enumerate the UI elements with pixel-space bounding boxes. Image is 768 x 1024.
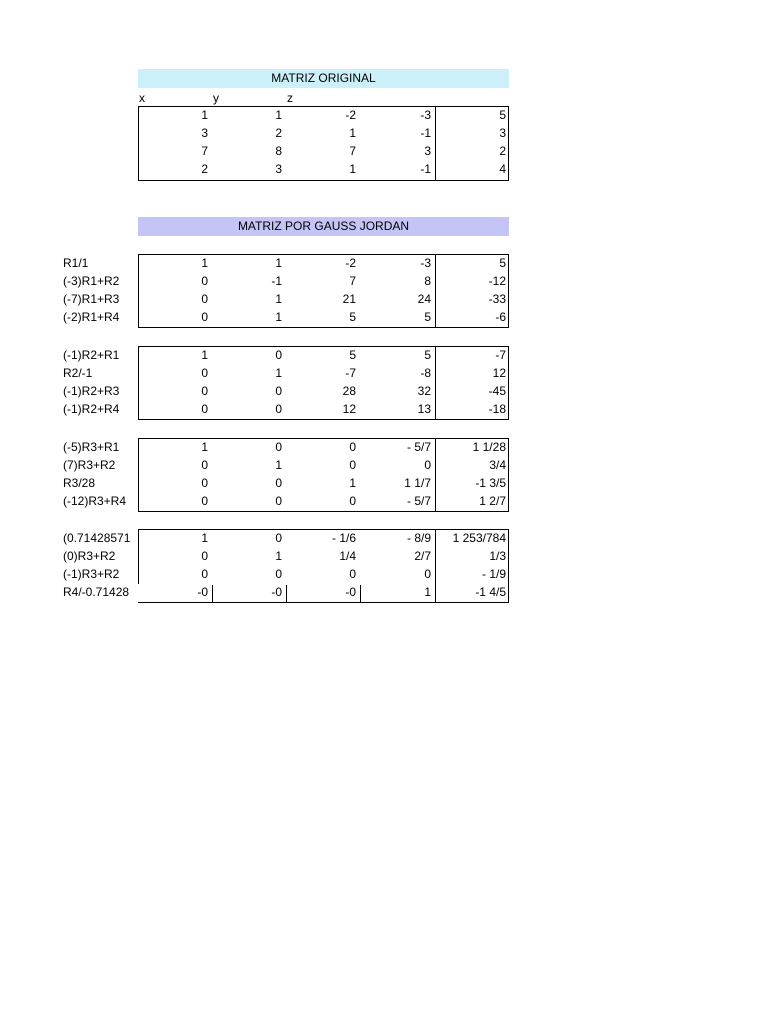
original-cell-r3-c2: 8: [275, 144, 282, 158]
original-cell-r4-c5: 4: [499, 162, 506, 176]
gauss-cell-b3-r3-c2: 0: [275, 476, 282, 490]
gauss-cell-b2-r4-c5: -18: [488, 402, 506, 416]
gauss-cell-b2-r2-c5: 12: [492, 366, 506, 380]
original-cell-r1-c2: 1: [275, 108, 282, 122]
gauss-cell-b1-r1-c3: -2: [345, 256, 356, 270]
gauss-cell-b3-r3-c3: 1: [349, 476, 356, 490]
gauss-cell-b3-r4-c1: 0: [201, 494, 208, 508]
gauss-cell-b2-r2-c2: 1: [275, 366, 282, 380]
row-operation-label: (-12)R3+R4: [63, 494, 127, 508]
gauss-cell-b4-r2-c3: 1/4: [339, 549, 356, 563]
gauss-cell-b3-r4-c2: 0: [275, 494, 282, 508]
block-4-right-border: [508, 529, 509, 603]
gauss-cell-b4-r4-c3: -0: [345, 585, 356, 599]
original-cell-r1-c3: -2: [345, 108, 356, 122]
gauss-cell-b3-r4-c5: 1 2/7: [479, 494, 506, 508]
gauss-cell-b1-r2-c2: -1: [271, 274, 282, 288]
row-operation-label: (-3)R1+R2: [63, 274, 120, 288]
original-cell-r1-c5: 5: [499, 108, 506, 122]
gauss-cell-b4-r4-c1: -0: [197, 585, 208, 599]
gauss-cell-b1-r3-c5: -33: [488, 292, 506, 306]
gauss-cell-b4-r1-c2: 0: [275, 531, 282, 545]
gauss-cell-b3-r3-c4: 1 1/7: [404, 476, 431, 490]
original-cell-r3-c5: 2: [499, 144, 506, 158]
gauss-cell-b4-r1-c1: 1: [201, 531, 208, 545]
original-matrix-title: MATRIZ ORIGINAL: [138, 69, 509, 88]
gauss-cell-b1-r1-c4: -3: [420, 256, 431, 270]
original-cell-r4-c2: 3: [275, 162, 282, 176]
header-x: x: [139, 91, 145, 105]
gauss-cell-b4-r1-c3: - 1/6: [331, 531, 356, 545]
gauss-cell-b1-r2-c4: 8: [424, 274, 431, 288]
gauss-cell-b1-r2-c1: 0: [201, 274, 208, 288]
gauss-cell-b2-r2-c3: -7: [345, 366, 356, 380]
gauss-cell-b2-r4-c4: 13: [417, 402, 431, 416]
gauss-cell-b2-r3-c5: -45: [488, 384, 506, 398]
original-cell-r2-c1: 3: [201, 126, 208, 140]
gauss-cell-b2-r3-c3: 28: [342, 384, 356, 398]
gauss-cell-b2-r4-c1: 0: [201, 402, 208, 416]
row-operation-label: R1/1: [63, 256, 89, 270]
gauss-cell-b1-r3-c3: 21: [342, 292, 356, 306]
gauss-cell-b2-r1-c5: -7: [495, 348, 506, 362]
gauss-cell-b4-r4-c2: -0: [271, 585, 282, 599]
gauss-cell-b1-r1-c1: 1: [201, 256, 208, 270]
gauss-cell-b3-r4-c4: - 5/7: [406, 494, 431, 508]
original-cell-r1-c1: 1: [201, 108, 208, 122]
row-operation-label: (-1)R2+R1: [63, 348, 120, 362]
gauss-cell-b2-r4-c2: 0: [275, 402, 282, 416]
gauss-cell-b1-r4-c4: 5: [424, 310, 431, 324]
gauss-cell-b3-r3-c1: 0: [201, 476, 208, 490]
gauss-cell-b4-r2-c4: 2/7: [414, 549, 431, 563]
header-y: y: [213, 91, 219, 105]
row-operation-label: R3/28: [63, 476, 96, 490]
gauss-cell-b4-r3-c2: 0: [275, 567, 282, 581]
gauss-cell-b3-r2-c4: 0: [424, 458, 431, 472]
gauss-cell-b3-r1-c4: - 5/7: [406, 440, 431, 454]
gauss-cell-b2-r3-c4: 32: [417, 384, 431, 398]
gauss-cell-b3-r2-c3: 0: [349, 458, 356, 472]
row-operation-label: R4/-0.71428: [63, 585, 130, 599]
row-operation-label: R2/-1: [63, 366, 93, 380]
gauss-cell-b1-r2-c5: -12: [488, 274, 506, 288]
gauss-cell-b4-r3-c3: 0: [349, 567, 356, 581]
gauss-cell-b2-r1-c2: 0: [275, 348, 282, 362]
row-operation-label: (-2)R1+R4: [63, 310, 120, 324]
original-cell-r3-c1: 7: [201, 144, 208, 158]
gauss-cell-b4-r1-c4: - 8/9: [406, 531, 431, 545]
gauss-cell-b4-r2-c1: 0: [201, 549, 208, 563]
gauss-cell-b2-r3-c2: 0: [275, 384, 282, 398]
gauss-cell-b4-r3-c4: 0: [424, 567, 431, 581]
gauss-cell-b1-r2-c3: 7: [349, 274, 356, 288]
gauss-cell-b1-r4-c1: 0: [201, 310, 208, 324]
row-operation-label: (-1)R2+R3: [63, 384, 120, 398]
gauss-cell-b3-r4-c3: 0: [349, 494, 356, 508]
row-operation-label: (-7)R1+R3: [63, 292, 120, 306]
original-cell-r3-c4: 3: [424, 144, 431, 158]
gauss-cell-b3-r1-c1: 1: [201, 440, 208, 454]
gauss-cell-b1-r1-c5: 5: [499, 256, 506, 270]
gauss-cell-b2-r1-c1: 1: [201, 348, 208, 362]
original-cell-r2-c5: 3: [499, 126, 506, 140]
gauss-cell-b2-r4-c3: 12: [342, 402, 356, 416]
gauss-cell-b2-r2-c4: -8: [420, 366, 431, 380]
original-cell-r4-c4: -1: [420, 162, 431, 176]
row-operation-label: (-1)R3+R2: [63, 567, 120, 581]
original-cell-r4-c1: 2: [201, 162, 208, 176]
original-cell-r3-c3: 7: [349, 144, 356, 158]
gauss-cell-b3-r3-c5: -1 3/5: [475, 476, 506, 490]
row-operation-label: (0)R3+R2: [63, 549, 116, 563]
original-cell-r4-c3: 1: [349, 162, 356, 176]
gauss-cell-b3-r2-c5: 3/4: [489, 458, 506, 472]
gauss-cell-b1-r1-c2: 1: [275, 256, 282, 270]
gauss-cell-b2-r3-c1: 0: [201, 384, 208, 398]
gauss-cell-b2-r1-c3: 5: [349, 348, 356, 362]
gauss-cell-b1-r3-c1: 0: [201, 292, 208, 306]
gauss-cell-b4-r1-c5: 1 253/784: [452, 531, 506, 545]
gauss-cell-b4-r4-c5: -1 4/5: [475, 585, 506, 599]
header-z: z: [287, 91, 293, 105]
gauss-cell-b3-r2-c2: 1: [275, 458, 282, 472]
row-operation-label: (-1)R2+R4: [63, 402, 120, 416]
gauss-cell-b1-r4-c5: -6: [495, 310, 506, 324]
original-cell-r2-c4: -1: [420, 126, 431, 140]
gauss-cell-b1-r3-c2: 1: [275, 292, 282, 306]
original-cell-r1-c4: -3: [420, 108, 431, 122]
gauss-cell-b4-r2-c2: 1: [275, 549, 282, 563]
original-cell-r2-c2: 2: [275, 126, 282, 140]
gauss-cell-b3-r1-c5: 1 1/28: [472, 440, 506, 454]
original-cell-r2-c3: 1: [349, 126, 356, 140]
gauss-cell-b2-r2-c1: 0: [201, 366, 208, 380]
gauss-cell-b3-r2-c1: 0: [201, 458, 208, 472]
gauss-cell-b4-r4-c4: 1: [424, 585, 431, 599]
gauss-cell-b4-r2-c5: 1/3: [489, 549, 506, 563]
gauss-cell-b4-r3-c1: 0: [201, 567, 208, 581]
gauss-cell-b1-r4-c3: 5: [349, 310, 356, 324]
row-operation-label: (7)R3+R2: [63, 458, 116, 472]
gauss-cell-b1-r4-c2: 1: [275, 310, 282, 324]
row-operation-label: (0.71428571: [63, 531, 131, 545]
gauss-cell-b3-r1-c3: 0: [349, 440, 356, 454]
gauss-cell-b4-r3-c5: - 1/9: [481, 567, 506, 581]
row-operation-label: (-5)R3+R1: [63, 440, 120, 454]
gauss-cell-b2-r1-c4: 5: [424, 348, 431, 362]
gauss-cell-b1-r3-c4: 24: [417, 292, 431, 306]
gauss-cell-b3-r1-c2: 0: [275, 440, 282, 454]
gauss-jordan-title: MATRIZ POR GAUSS JORDAN: [138, 217, 509, 236]
